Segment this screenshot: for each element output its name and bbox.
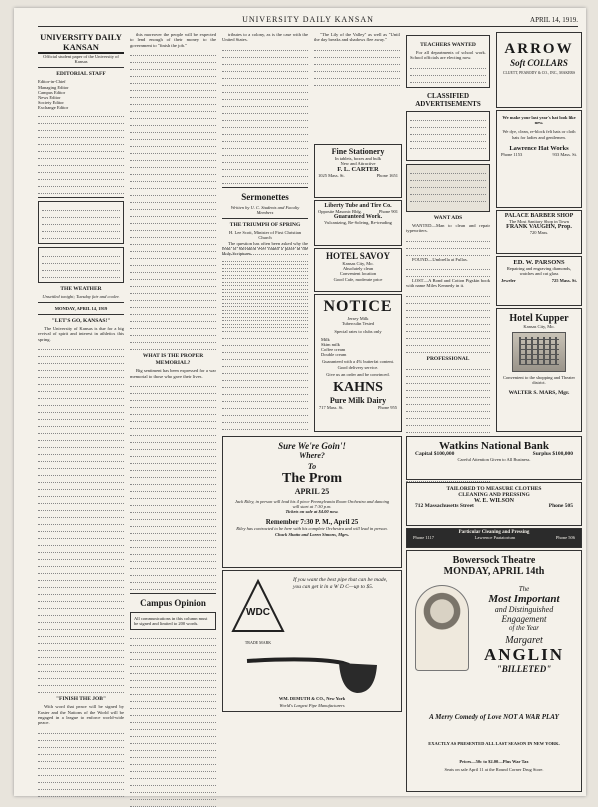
star-last-name: ANGLIN xyxy=(483,645,564,664)
tire-title: Liberty Tube and Tire Co. xyxy=(324,203,392,209)
watkins-bank-ad: Watkins National Bank Capital $100,000 Surplus $100,000 Careful Attention Given to All Business. xyxy=(406,436,582,480)
subscription-box xyxy=(38,201,124,244)
column-3-cont xyxy=(222,242,308,452)
hat-works-name: Lawrence Hat Works xyxy=(509,144,569,152)
editorial-text-2: With word that peace will be signed by Easter and the Nations of the World will be engaged in a league to enforce world-wide peace. xyxy=(38,704,124,726)
teachers-box: TEACHERS WANTED For all departments of school work. School officials are electing now. xyxy=(406,35,490,88)
col2-text: this moreover the people will be expected to lend enough of their money to the government to "finish the job." xyxy=(130,32,216,48)
column-3 xyxy=(222,32,308,257)
editorial-heading-1: "LET'S GO, KANSAS!" xyxy=(51,318,111,325)
stationery-title: Fine Stationery xyxy=(331,147,385,156)
memorial-text: Big sentiment has been expressed for a war memorial to those who gave their lives. xyxy=(130,368,216,379)
stationery-ad: Fine Stationery In tablets, boxes and bulk New and Attractive F. L. CARTER 1025 Mass. St. Phone 1651 xyxy=(314,144,402,198)
col4-text: "The Lily of the Valley" as well as "Until the day breaks and shadows flee away." xyxy=(314,32,400,43)
wdc-pipe-ad: WDC TRADE MARK If you want the best pipe that can be made, you can get it in a W D C—up to $5. WM. DEMUTH & CO., New York World's Largest Pipe Manufacturers xyxy=(222,570,402,712)
palace-barber-ad: PALACE BARBER SHOP The Most Sanitary Shop in Town FRANK VAUGHN, Prop. 720 Mass. xyxy=(496,210,582,254)
editorial-text-1: The University of Kansas is due for a big revival of spirit and interest in athletics this spring. xyxy=(38,326,124,342)
editorial-heading-2: "FINISH THE JOB" xyxy=(55,696,107,703)
memorial-heading: WHAT IS THE PROPER MEMORIAL? xyxy=(142,353,204,367)
prom-headline: Sure We're Goin'! xyxy=(278,441,346,451)
arrow-brand: ARROW xyxy=(504,41,574,57)
notice-ad: NOTICE Jersey Milk Tuberculin Tested Special rates to clubs only Milk Skim milk Coffee cream Double cream Guaranteed with a 4% butterfat content. Good delivery service. Give us an order and be convinced. KAHNS Pure Milk Dairy 717 Mass. St. Phone 955 xyxy=(314,294,402,432)
staff-title: EDITORIAL STAFF xyxy=(56,71,106,78)
bank-name: Watkins National Bank xyxy=(438,440,550,452)
sermonettes-heading: Sermonettes xyxy=(241,191,289,202)
masthead: UNIVERSITY DAILY KANSAN xyxy=(38,32,124,54)
rates-box xyxy=(406,111,490,161)
tailor-ad: TAILORED TO MEASURE CLOTHES CLEANING AND PRESSING W. E. WILSON 712 Massachusetts Street Phone 505 xyxy=(406,482,582,526)
hotel-savoy-title: HOTEL SAVOY xyxy=(326,251,390,261)
want-ads-heading: WANT ADS xyxy=(433,214,463,221)
star-first-name: Margaret xyxy=(505,635,543,646)
column-1 xyxy=(38,32,124,772)
weather-heading: THE WEATHER xyxy=(60,285,102,292)
pipe-illustration xyxy=(243,651,383,697)
professional-heading: PROFESSIONAL xyxy=(426,355,470,362)
want-ad-wanted: WANTED—Man to clean and repair typewriters. xyxy=(406,222,490,234)
play-title: "BILLETED" xyxy=(496,664,552,674)
kahns-name: KAHNS xyxy=(333,380,383,396)
paatatorium-bar: Particular Cleaning and Pressing Phone 1117 Lawrence Paatatorium Phone 506 xyxy=(406,528,582,548)
newspaper-page xyxy=(14,8,586,796)
parsons-title: ED. W. PARSONS xyxy=(513,259,565,266)
header-title: UNIVERSITY DAILY KANSAN xyxy=(242,15,374,24)
sermon-text: The question has often been asked why the feast of Salvation ever found a place in the Holy Scriptures. xyxy=(222,240,308,257)
sermonettes-byline: Written by U. C. Students and Faculty Members xyxy=(230,204,300,216)
wdc-copy: If you want the best pipe that can be made, you can get it in a W D C—up to $5. xyxy=(293,577,388,590)
prom-title: The Prom xyxy=(281,471,342,486)
hotel-kupper-illustration xyxy=(512,332,566,372)
date-line: MONDAY, APRIL 14, 1919 xyxy=(54,305,108,311)
wdc-logo: WDC TRADE MARK xyxy=(229,577,287,647)
bowersock-ad: Bowersock Theatre MONDAY, APRIL 14th The Most Important and Distinguished Engagement of the Year Margaret ANGLIN "BILLETED" A Merry Comedy of Love NOT A WAR PLAY EXACTLY AS PRESENTED ALL LAST SEASON IN NEW YORK. Prices—50c to $2.00—Plus War Tax Seats on sale April 11 at the Round Corner Drug Store. xyxy=(406,550,582,792)
masthead-subhead: Official student paper of the University of Kansas xyxy=(43,54,119,65)
show-date: MONDAY, APRIL 14th xyxy=(443,566,545,577)
actress-portrait xyxy=(415,585,469,671)
parsons-jeweler-ad: ED. W. PARSONS Repairing and engraving diamonds, watches and cut glass Jeweler 725 Mass. St. xyxy=(496,256,582,306)
hotel-kupper-ad: Hotel Kupper Kansas City, Mo. Convenient to the shopping and Theater district. WALTER S. MARS, Mgr. xyxy=(496,308,582,432)
theater-name: Bowersock Theatre xyxy=(452,555,536,566)
hat-works-ad: We make your last year's hat look like new. We dye, clean, re-block felt hats or cloth hats for ladies and gentlemen. Lawrence Hat Works Phone 1153 933 Mass. St. xyxy=(496,110,582,208)
sermon-title: THE TRIUMPH OF SPRING xyxy=(229,222,301,229)
arrow-collars-ad: ARROW Soft COLLARS CLUETT, PEABODY & CO., INC., MAKERS xyxy=(496,32,582,108)
header-date: APRIL 14, 1919. xyxy=(530,16,578,24)
running-header xyxy=(38,14,578,27)
staff-notice-box xyxy=(38,247,124,283)
campus-opinion-note: All communications in this column must be signed and limited to 200 words. xyxy=(130,612,216,630)
staff-list: Editor-in-Chief Managing Editor Campus Editor News Editor Society Editor Exchange Editor xyxy=(38,79,69,111)
palace-title: PALACE BARBER SHOP xyxy=(504,213,574,219)
sermon-author: H. Lee Scott, Minister of First Christian Church xyxy=(229,230,301,241)
weather-text: Unsettled tonight; Tuesday fair and cooler. xyxy=(42,293,120,299)
column-5 xyxy=(406,32,490,442)
column-2 xyxy=(130,32,216,772)
tailor-name: W. E. WILSON xyxy=(473,498,515,504)
tire-ad: Liberty Tube and Tire Co. Opposite Masonic Bldg. Phone 901 Guaranteed Work. Vulcanizing, Re-Soleing, Re-treading xyxy=(314,200,402,246)
classified-notice xyxy=(406,164,490,212)
kupper-title: Hotel Kupper xyxy=(509,313,569,324)
prom-ad: Sure We're Goin'! Where? To The Prom APRIL 25 Jack Riley, in person will lead his 4 piece Pennsylvania Room Orchestra and dancing will start at 7:30 p.m. Tickets on sale at $4.00 now. Remember 7:30 P. M., April 25 Riley has contracted to be here with his complete Orchestra and will lead in person. Chuck Shatto and Loren Simons, Mgrs. xyxy=(222,436,402,568)
campus-opinion-heading: Campus Opinion xyxy=(140,598,206,609)
hotel-savoy-ad: HOTEL SAVOY Kansas City, Mo. Absolutely clean Convenient location Good Cafe, moderate price xyxy=(314,248,402,292)
column-4 xyxy=(314,32,400,92)
classified-heading: CLASSIFIED ADVERTISEMENTS xyxy=(415,91,481,108)
notice-title: NOTICE xyxy=(323,298,393,315)
want-ad-found: FOUND—Umbrella at Fullas. xyxy=(412,256,468,262)
col3-text: tributes to a colony, as is the case with the United States. xyxy=(222,32,308,43)
teachers-heading: TEACHERS WANTED xyxy=(420,42,476,48)
want-ad-lost: LOST—A Bond and Cotton Pigskin book with name Miles Kennedy in it. xyxy=(406,278,490,289)
